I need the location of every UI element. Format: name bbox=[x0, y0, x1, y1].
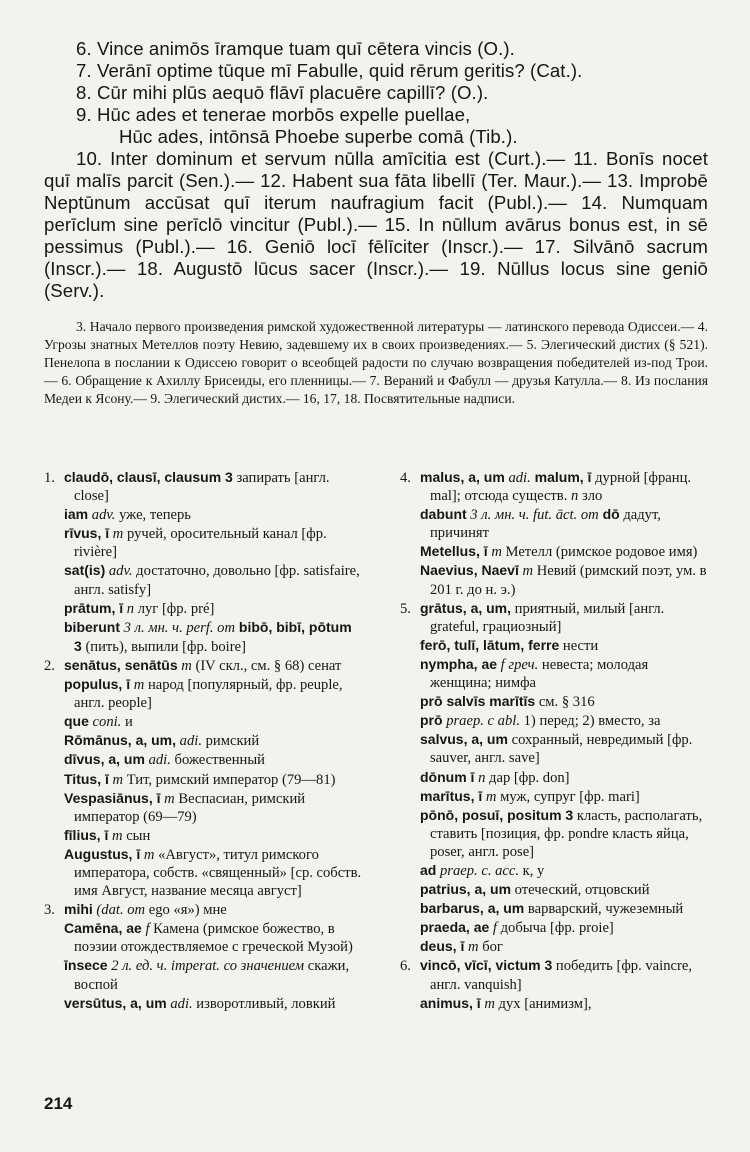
vocab-entry bbox=[400, 599, 710, 636]
grammar-note: adv. bbox=[105, 563, 133, 580]
vocab-entry bbox=[400, 542, 710, 561]
headword: dīvus, a, um bbox=[64, 751, 145, 768]
definition: отеческий, отцовский bbox=[511, 882, 650, 899]
grammar-note: m bbox=[487, 544, 502, 561]
grammar-note: m bbox=[108, 827, 123, 844]
grammar-note: (dat. от bbox=[92, 902, 146, 919]
entry-number: 6. bbox=[400, 958, 411, 975]
headword: mihi bbox=[64, 901, 93, 918]
headword: pōnō, posuī, positum 3 bbox=[420, 806, 574, 823]
headword: populus, ī bbox=[64, 676, 131, 693]
grammar-note: f bbox=[141, 921, 150, 938]
headword: Camēna, ae bbox=[64, 920, 142, 937]
vocab-entry bbox=[44, 468, 362, 505]
headword: bibō, bibī, pōtum 3 bbox=[74, 618, 352, 654]
vocab-entry bbox=[44, 731, 362, 750]
sentence-9b: Hūc ades, intōnsā Phoebe superbe comā (Tib.). bbox=[119, 126, 518, 147]
vocab-entry bbox=[400, 636, 710, 655]
vocab-entry bbox=[44, 656, 362, 675]
sentence-6: 6. Vince animōs īramque tuam quī cētera vincis (O.). bbox=[76, 38, 515, 59]
headword: īnsece bbox=[64, 957, 108, 974]
vocab-entry bbox=[400, 861, 710, 880]
headword: prō bbox=[420, 712, 443, 729]
entry-number: 3. bbox=[44, 902, 55, 919]
headword: senātus, senātūs bbox=[64, 656, 178, 673]
grammar-note: m bbox=[464, 939, 479, 956]
definition: уже, теперь bbox=[115, 507, 191, 524]
grammar-note: coni. bbox=[88, 714, 122, 731]
definition: ego «я») мне bbox=[145, 902, 227, 919]
headword: prātum, ī bbox=[64, 599, 124, 616]
headword: iam bbox=[64, 506, 89, 523]
headword: Naevius, Naevī bbox=[420, 562, 519, 579]
entry-number: 1. bbox=[44, 470, 55, 486]
definition: Метелл (римское родовое имя) bbox=[501, 544, 698, 561]
grammar-note: m bbox=[140, 846, 155, 863]
vocab-entry bbox=[400, 768, 710, 787]
sentence-8: 8. Cūr mihi plūs aequō flāvī placuēre capillī? (O.). bbox=[76, 82, 489, 103]
headword: vincō, vīcī, victum 3 bbox=[420, 957, 553, 974]
definition: сохранный, невредимый [фр. sauver, англ. save] bbox=[430, 732, 693, 767]
vocab-entry bbox=[400, 730, 710, 767]
definition: (пить), выпили [фр. boire] bbox=[81, 638, 246, 655]
definition: народ [популярный, фр. peuple, англ. people] bbox=[74, 677, 343, 712]
vocab-entry bbox=[44, 599, 362, 618]
grammar-note: adi. bbox=[176, 733, 202, 750]
definition: муж, супруг [фр. mari] bbox=[496, 788, 640, 805]
vocab-entry bbox=[44, 845, 362, 900]
vocab-entry bbox=[44, 750, 362, 769]
entry-number: 2. bbox=[44, 657, 55, 674]
definition: Веспасиан, римский император (69—79) bbox=[74, 790, 306, 825]
sentences-10-19: 10. Inter dominum et servum nūlla amīcitia est (Curt.).— 11. Bonīs nocet quī malīs parcit (Sen.).— 12. Habent sua fāta libellī (Ter. Maur.).— 13. Improbē Neptūnum accūsat quī iterum naufragium facit (Publ.).— 14. Numquam perīclum sine perīclō vincitur (Publ.).— 15. In nūllum avārus bonus est, in sē pessimus (Publ.).— 16. Geniō locī fēlīciter (Inscr.).— 17. Silvānō sacrum (Inscr.).— 18. Augustō lūcus sacer (Inscr.).— 19. Nūllus locus sine geniō (Serv.). bbox=[44, 148, 708, 301]
grammar-note: m bbox=[177, 657, 192, 674]
definition: дар [фр. don] bbox=[485, 769, 570, 786]
vocab-entry bbox=[400, 806, 710, 861]
definition: луг [фр. pré] bbox=[134, 600, 215, 617]
definition: римский bbox=[201, 733, 260, 750]
headword: nympha, ae bbox=[420, 655, 498, 672]
vocab-entry bbox=[400, 994, 710, 1013]
definition: ручей, оросительный канал [фр. rivière] bbox=[74, 526, 327, 561]
vocab-entry bbox=[44, 524, 362, 561]
sentence-9a: 9. Hūc ades et tenerae morbōs expelle puellae, bbox=[76, 104, 471, 125]
definition: бог bbox=[478, 939, 503, 956]
vocab-entry bbox=[44, 712, 362, 731]
headword: animus, ī bbox=[420, 994, 481, 1011]
grammar-note: n bbox=[474, 769, 486, 786]
definition: дадут, причинят bbox=[430, 507, 661, 542]
grammar-note: adv. bbox=[88, 507, 116, 524]
headword: sat(is) bbox=[64, 562, 106, 579]
vocab-entry bbox=[400, 692, 710, 711]
definition: дух [анимизм], bbox=[494, 995, 592, 1012]
headword: rīvus, ī bbox=[64, 525, 110, 542]
definition: см. § 316 bbox=[535, 694, 595, 711]
vocab-entry bbox=[400, 880, 710, 899]
headword: marītus, ī bbox=[420, 787, 483, 804]
grammar-note: m bbox=[160, 790, 175, 807]
definition: приятный, милый [англ. grateful, грациозный] bbox=[430, 600, 665, 635]
headword: praeda, ae bbox=[420, 919, 490, 936]
definition: божественный bbox=[170, 752, 265, 769]
headword: Vespasiānus, ī bbox=[64, 789, 161, 806]
grammar-note: 3 л. мн. ч. perf. от bbox=[120, 619, 236, 636]
vocab-entry bbox=[44, 561, 362, 598]
entry-number: 4. bbox=[400, 470, 411, 486]
grammar-note: n bbox=[567, 488, 579, 505]
headword: Titus, ī bbox=[64, 770, 109, 787]
vocab-entry bbox=[400, 918, 710, 937]
vocab-entry bbox=[400, 711, 710, 730]
grammar-note: n bbox=[123, 600, 135, 617]
grammar-note: m bbox=[108, 771, 124, 788]
grammar-note: f греч. bbox=[497, 656, 539, 673]
grammar-note: m bbox=[130, 677, 145, 694]
definition: варварский, чужеземный bbox=[524, 901, 684, 918]
headword: malus, a, um bbox=[420, 469, 505, 485]
grammar-note: m bbox=[109, 526, 124, 543]
definition: достаточно, довольно [фр. satisfaire, англ. satisfy] bbox=[74, 563, 360, 598]
vocab-entry bbox=[400, 561, 710, 598]
definition: изворотливый, ловкий bbox=[192, 995, 336, 1012]
headword: salvus, a, um bbox=[420, 731, 508, 748]
headword: patrius, a, um bbox=[420, 881, 512, 898]
definition: нести bbox=[559, 637, 599, 654]
vocab-entry bbox=[44, 789, 362, 826]
headword: biberunt bbox=[64, 618, 120, 635]
latin-sentences bbox=[44, 38, 708, 302]
headword: malum, ī bbox=[530, 469, 592, 485]
vocab-entry bbox=[400, 937, 710, 956]
vocab-entry bbox=[44, 919, 362, 956]
headword: dōnum ī bbox=[420, 768, 475, 785]
definition: дурной [франц. mal]; отсюда существ. bbox=[430, 470, 692, 505]
sentence-7: 7. Verānī optime tūque mī Fabulle, quid rērum geritis? (Cat.). bbox=[76, 60, 583, 81]
headword: dō bbox=[598, 506, 620, 523]
grammar-note: 3 л. мн. ч. fut. āct. от bbox=[466, 507, 599, 524]
vocab-entry bbox=[400, 899, 710, 918]
definition: запирать [англ. close] bbox=[74, 470, 330, 505]
grammar-note: 2 л. ед. ч. imperat. со значением bbox=[107, 958, 305, 975]
vocabulary-right-column bbox=[400, 468, 710, 1013]
definition: добыча [фр. proie] bbox=[496, 920, 614, 937]
grammar-note: adi. bbox=[166, 995, 193, 1012]
grammar-note: praep. c abl. bbox=[442, 713, 520, 730]
headword: versūtus, a, um bbox=[64, 994, 167, 1011]
page-number: 214 bbox=[44, 1094, 73, 1113]
headword: deus, ī bbox=[420, 938, 465, 955]
definition: Невий (римский поэт, ум. в 201 г. до н. э.) bbox=[430, 563, 707, 598]
definition: сын bbox=[122, 827, 151, 844]
headword: barbarus, a, um bbox=[420, 900, 525, 917]
vocab-entry bbox=[44, 900, 362, 919]
definition: класть, располагать, ставить [позиция, фр. pondre класть яйца, poser, англ. pose] bbox=[430, 807, 703, 860]
definition: Тит, римский император (79—81) bbox=[123, 771, 336, 788]
definition: и bbox=[121, 714, 133, 731]
headword: dabunt bbox=[420, 506, 467, 523]
grammar-note: m bbox=[480, 995, 495, 1012]
definition: к, у bbox=[519, 862, 545, 879]
commentary-notes: 3. Начало первого произведения римской художественной литературы — латинского перевода Одиссеи.— 4. Угрозы знатных Метеллов поэту Невию, задевшему их в своих произведениях.— 5. Элегический дистих (§ 521). Пенелопа в послании к Одиссею говорит о всеобщей радости по случаю возвращения победителей из-под Трои.— 6. Обращение к Ахиллу Брисеиды, его пленницы.— 7. Вераний и Фабулл — друзья Катулла.— 8. Из послания Медеи к Ясону.— 9. Элегический дистих.— 16, 17, 18. Посвятительные надписи. bbox=[44, 319, 708, 406]
headword: ferō, tulī, lātum, ferre bbox=[420, 636, 560, 653]
headword: que bbox=[64, 713, 89, 730]
vocab-entry bbox=[44, 770, 362, 789]
vocabulary-left-column bbox=[44, 468, 362, 1013]
grammar-note: f bbox=[489, 920, 497, 937]
headword: prō salvīs marītīs bbox=[420, 693, 536, 710]
headword: claudō, clausī, clausum 3 bbox=[64, 469, 233, 485]
grammar-note: praep. c. acc. bbox=[436, 862, 520, 879]
definition: скажи, воспой bbox=[74, 958, 350, 993]
grammar-note: adi. bbox=[144, 752, 171, 769]
vocab-entry bbox=[400, 505, 710, 542]
definition: зло bbox=[578, 488, 603, 505]
vocab-entry bbox=[44, 618, 362, 656]
vocab-entry bbox=[400, 956, 710, 993]
definition: (IV скл., см. § 68) сенат bbox=[191, 657, 342, 674]
vocab-entry bbox=[44, 505, 362, 524]
vocab-entry bbox=[400, 655, 710, 692]
headword: Rōmānus, a, um, bbox=[64, 732, 177, 749]
headword: fīlius, ī bbox=[64, 826, 109, 843]
definition: «Август», титул римского императора, собств. «священный» [ср. собств. имя Август, название месяца август] bbox=[74, 846, 362, 900]
vocab-entry bbox=[44, 994, 362, 1013]
definition: Камена (римское божество, в поэзии отождествляемое с греческой Музой) bbox=[74, 921, 353, 956]
grammar-note: m bbox=[518, 563, 534, 580]
headword: grātus, a, um, bbox=[420, 599, 512, 616]
definition: 1) перед; 2) вместо, за bbox=[519, 713, 661, 730]
grammar-note: adi. bbox=[504, 470, 531, 486]
definition: невеста; молодая женщина; нимфа bbox=[430, 656, 649, 692]
grammar-note: m bbox=[482, 788, 497, 805]
headword: Augustus, ī bbox=[64, 845, 141, 862]
headword: ad bbox=[420, 861, 437, 878]
vocab-entry bbox=[400, 468, 710, 505]
headword: Metellus, ī bbox=[420, 543, 488, 560]
vocab-entry bbox=[400, 787, 710, 806]
entry-number: 5. bbox=[400, 600, 411, 617]
vocab-entry bbox=[44, 826, 362, 845]
vocab-entry bbox=[44, 675, 362, 712]
definition: победить [фр. vaincre, англ. vanquish] bbox=[430, 958, 692, 993]
vocab-entry bbox=[44, 956, 362, 993]
